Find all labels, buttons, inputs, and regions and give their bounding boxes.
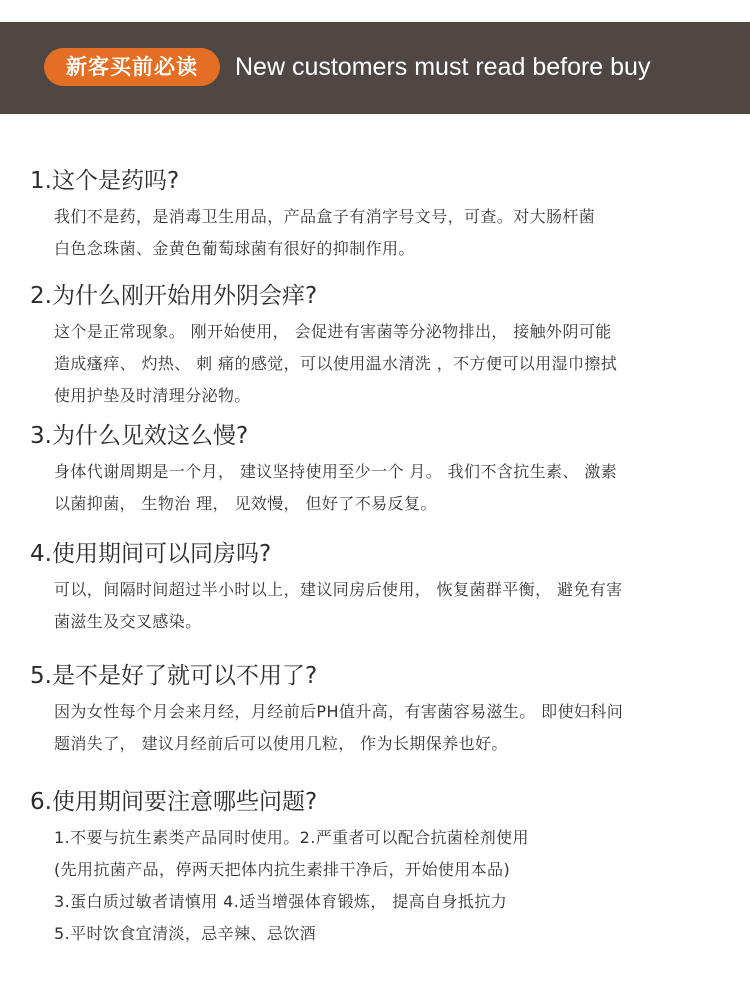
faq-answer: [54, 696, 730, 760]
faq-item: [30, 165, 730, 265]
banner-english-title: New customers must read before buy: [235, 53, 651, 81]
answer-line: 5.平时饮食宜清淡，忌辛辣、忌饮酒: [54, 924, 317, 943]
faq-question: 5.是不是好了就可以不用了?: [30, 663, 318, 689]
faq-question: 2.为什么刚开始用外阴会痒?: [30, 283, 318, 309]
answer-line: 身体代谢周期是一个月， 建议坚持使用至少一个 月。 我们不含抗生素、 激素: [54, 462, 618, 481]
answer-line: 题消失了， 建议月经前后可以使用几粒， 作为长期保养也好。: [54, 734, 508, 753]
answer-line: 我们不是药，是消毒卫生用品，产品盒子有消字号文号，可查。对大肠杆菌: [54, 207, 596, 226]
answer-line: 以菌抑菌， 生物治 理， 见效慢， 但好了不易反复。: [54, 494, 437, 513]
faq-item: [30, 538, 730, 638]
faq-item: [30, 786, 730, 950]
answer-line: 3.蛋白质过敏者请慎用 4.适当增强体育锻炼， 提高自身抵抗力: [54, 892, 508, 911]
answer-line: 白色念珠菌、金黄色葡萄球菌有很好的抑制作用。: [54, 239, 415, 258]
answer-line: 这个是正常现象。 刚开始使用， 会促进有害菌等分泌物排出， 接触外阴可能: [54, 322, 612, 341]
faq-answer: [54, 456, 730, 520]
faq-item: [30, 280, 730, 412]
answer-line: 造成瘙痒、 灼热、 刺 痛的感觉，可以使用温水清洗 ，不方便可以用湿巾擦拭: [54, 354, 618, 373]
faq-question: 4.使用期间可以同房吗?: [30, 541, 272, 567]
answer-line: 1.不要与抗生素类产品同时使用。2.严重者可以配合抗菌栓剂使用: [54, 828, 529, 847]
faq-item: [30, 420, 730, 520]
faq-question: 6.使用期间要注意哪些问题?: [30, 789, 318, 815]
answer-line: 可以，间隔时间超过半小时以上，建议同房后使用， 恢复菌群平衡， 避免有害: [54, 580, 623, 599]
new-customer-badge: 新客买前必读: [44, 48, 220, 86]
faq-question: 1.这个是药吗?: [30, 168, 180, 194]
answer-line: 菌滋生及交叉感染。: [54, 612, 202, 631]
answer-line: 因为女性每个月会来月经，月经前后PH值升高，有害菌容易滋生。 即使妇科问: [54, 702, 624, 721]
faq-question: 3.为什么见效这么慢?: [30, 423, 249, 449]
faq-item: [30, 660, 730, 760]
faq-answer: [54, 316, 730, 412]
answer-line: 使用护垫及时清理分泌物。: [54, 386, 251, 405]
answer-line: (先用抗菌产品，停两天把体内抗生素排干净后，开始使用本品): [54, 860, 511, 879]
faq-answer: [54, 574, 730, 638]
faq-answer: [54, 822, 730, 950]
faq-answer: [54, 201, 730, 265]
